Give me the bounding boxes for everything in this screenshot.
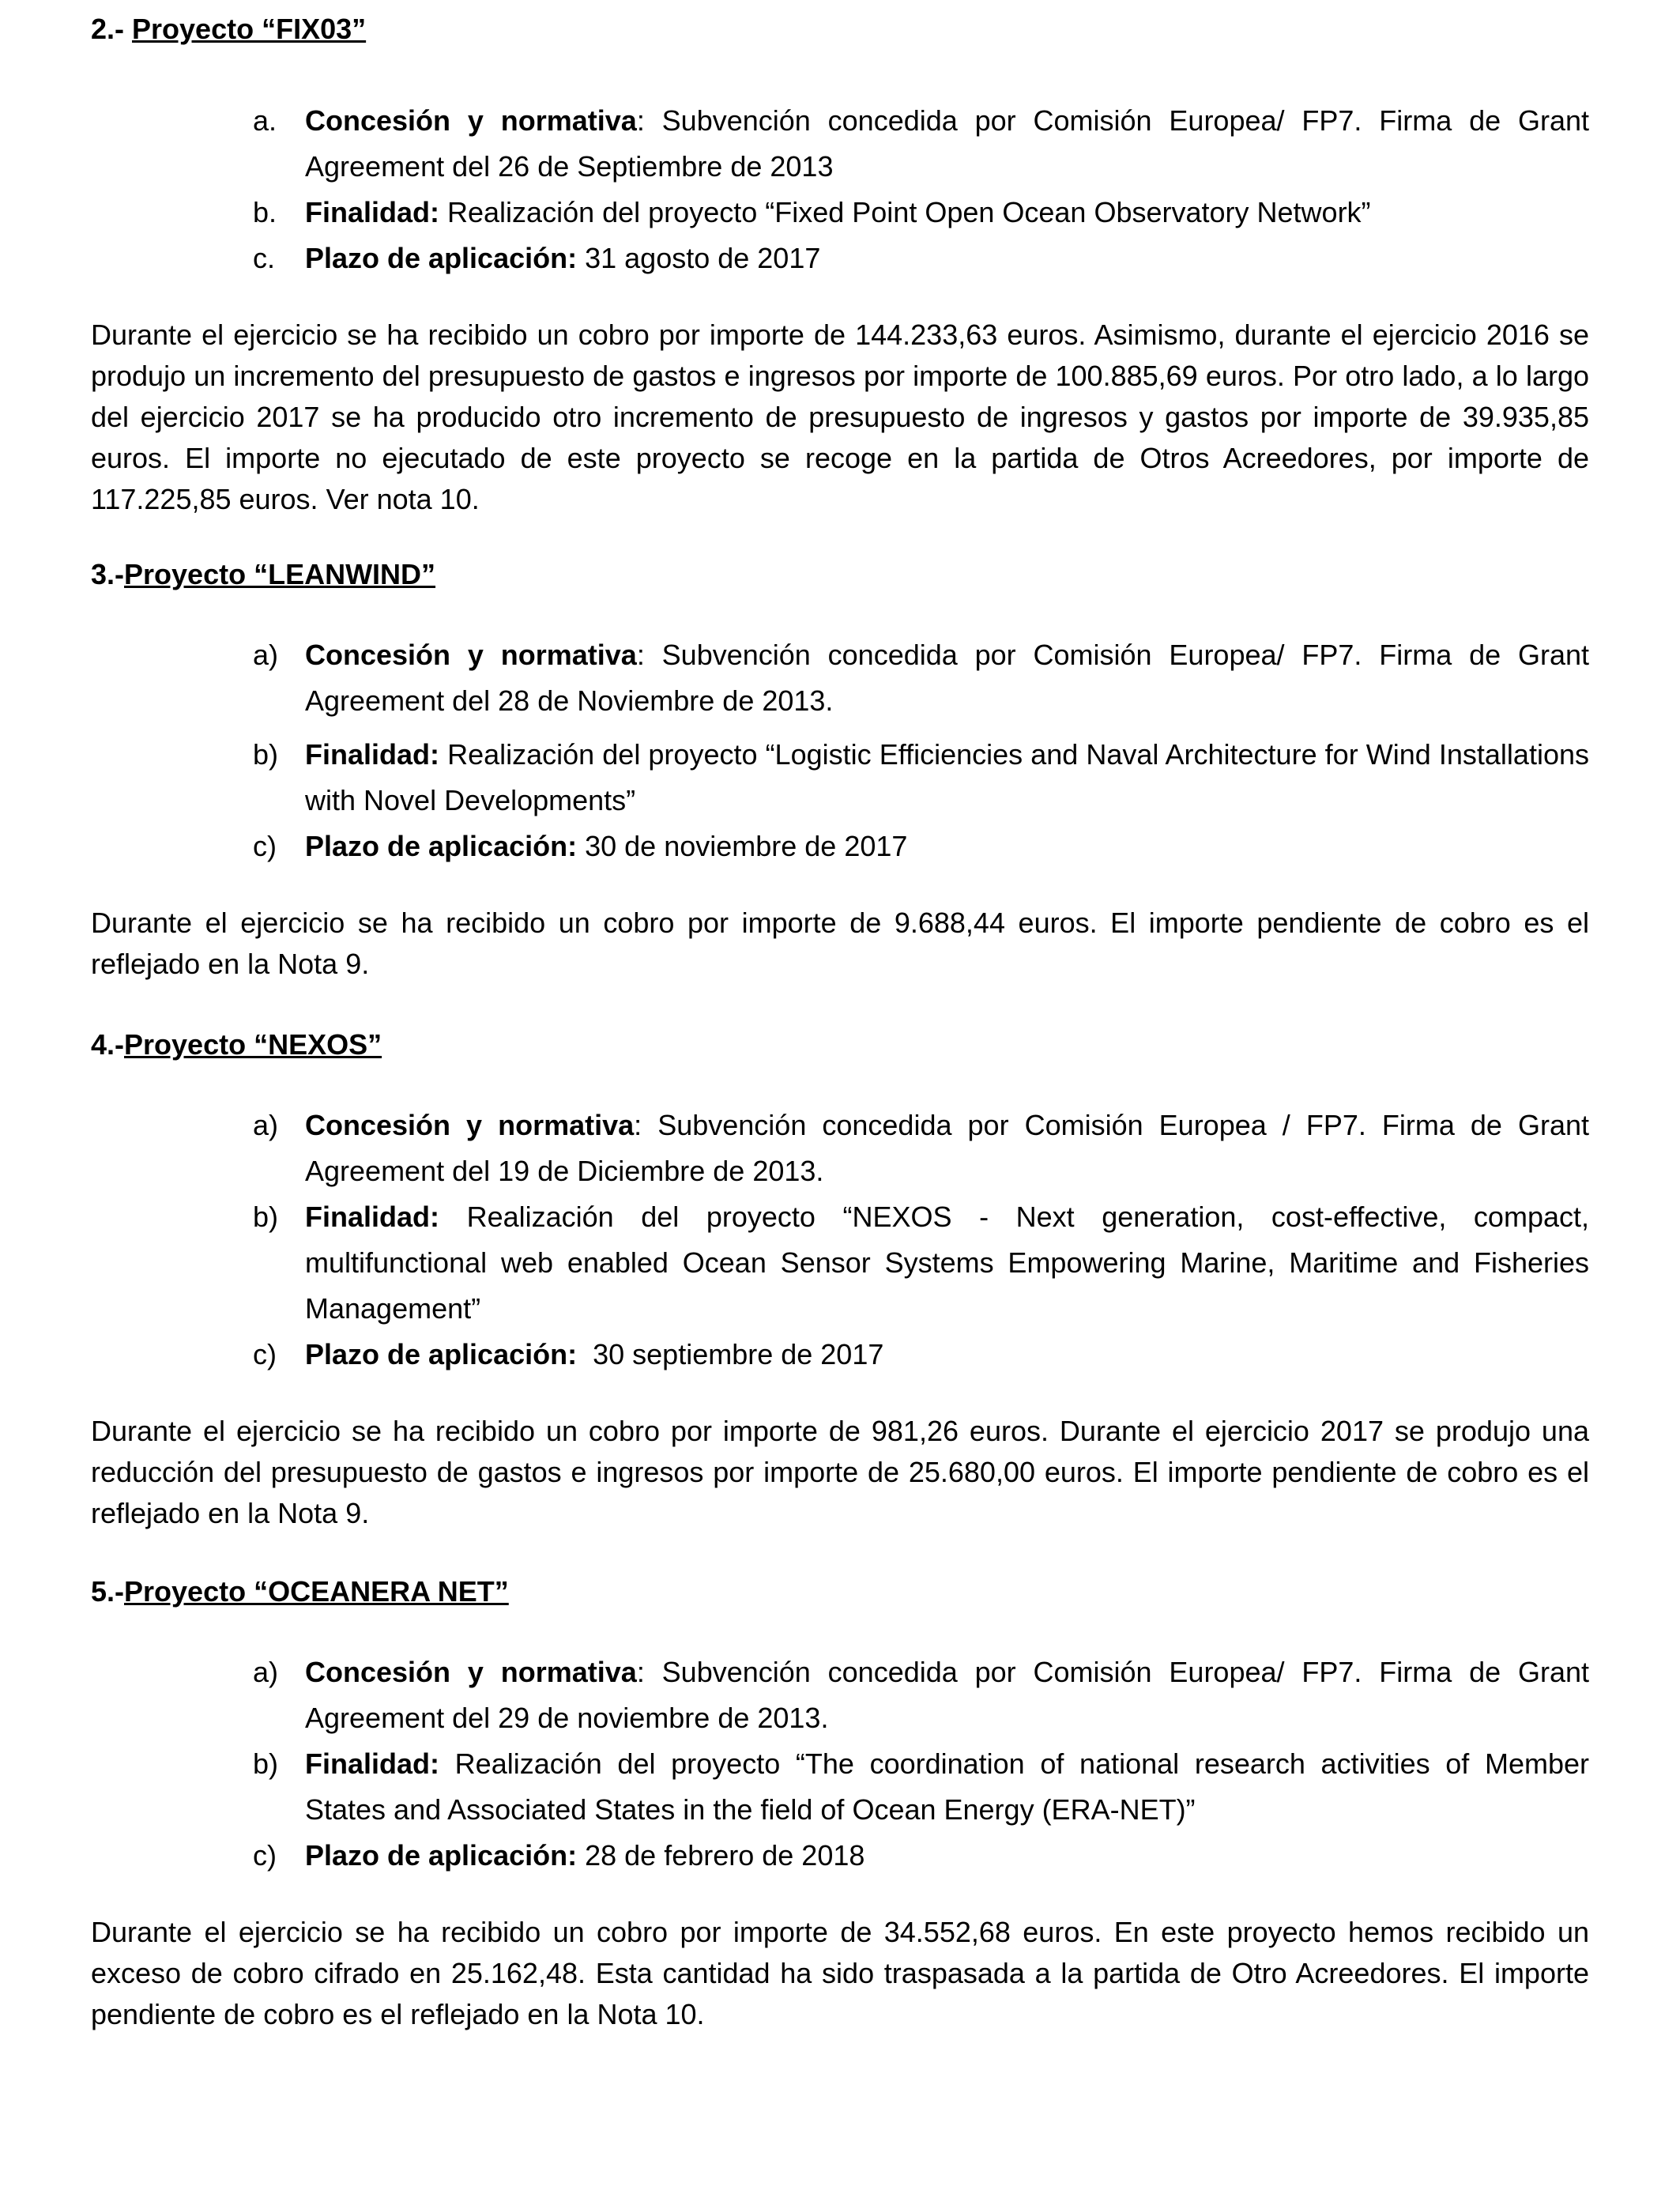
item-label: Concesión y normativa (305, 639, 637, 671)
list-item (91, 1649, 1589, 1741)
item-separator: : (636, 639, 662, 671)
section-items (91, 1649, 1589, 1879)
section-nexos (91, 1023, 1589, 1534)
item-separator (439, 196, 447, 228)
list-marker: c. (253, 242, 276, 274)
item-text: Subvención concedida por Comisión Europea/ FP7. Firma de Grant Agreement del 28 de Noviembre de 2013. (305, 639, 1590, 717)
item-label: Plazo de aplicación: (305, 1338, 578, 1370)
list-item (91, 190, 1589, 236)
section-title: Proyecto “NEXOS” (124, 1028, 382, 1061)
section-heading (91, 1570, 1589, 1613)
item-separator: : (636, 1656, 662, 1688)
list-marker: c) (253, 1338, 277, 1370)
item-text: Realización del proyecto “Fixed Point Open Ocean Observatory Network” (447, 196, 1371, 228)
item-label: Concesión y normativa (305, 1109, 635, 1141)
list-item (91, 1103, 1589, 1194)
list-marker: a) (253, 1656, 279, 1688)
list-marker: c) (253, 1839, 277, 1872)
section-title: Proyecto “LEANWIND” (124, 558, 436, 590)
section-number: 2.- (91, 13, 133, 45)
section-items (91, 98, 1589, 281)
list-item (91, 1194, 1589, 1332)
item-text: 28 de febrero de 2018 (585, 1839, 865, 1872)
list-marker: b. (253, 196, 277, 228)
list-item (91, 1332, 1589, 1378)
list-marker: a. (253, 104, 277, 137)
section-paragraph: Durante el ejercicio se ha recibido un cobro por importe de 981,26 euros. Durante el ejercicio 2017 se produjo una reducción del presupuesto de gastos e ingresos por importe de 25.680,00 euros. El importe pendiente de cobro es el reflejado en la Nota 9. (91, 1415, 1589, 1529)
list-item (91, 632, 1589, 724)
item-separator (577, 1338, 593, 1370)
list-marker: b) (253, 1747, 279, 1780)
section-heading (91, 553, 1589, 596)
section-items (91, 1103, 1589, 1378)
section-number: 5.- (91, 1575, 125, 1608)
section-paragraph: Durante el ejercicio se ha recibido un cobro por importe de 34.552,68 euros. En este proyecto hemos recibido un exceso de cobro cifrado en 25.162,48. Esta cantidad ha sido traspasada a la partida de Otro Acreedores. El importe pendiente de cobro es el reflejado en la Nota 10. (91, 1916, 1589, 2030)
item-text: Realización del proyecto “NEXOS - Next generation, cost-effective, compact, multifunctional web enabled Ocean Sensor Systems Empowering Marine, Maritime and Fisheries Management” (305, 1201, 1589, 1325)
item-text: Realización del proyecto “Logistic Efficiencies and Naval Architecture for Wind Installations with Novel Developments” (305, 738, 1589, 816)
list-marker: a) (253, 1109, 279, 1141)
section-number: 3.- (91, 558, 125, 590)
section-title: Proyecto “OCEANERA NET” (124, 1575, 509, 1608)
item-label: Plazo de aplicación: (305, 1839, 578, 1872)
section-fix03 (91, 8, 1589, 520)
section-leanwind (91, 553, 1589, 985)
section-paragraph: Durante el ejercicio se ha recibido un cobro por importe de 144.233,63 euros. Asimismo, durante el ejercicio 2016 se produjo un incremento del presupuesto de gastos e ingresos por importe de 100.885,69 euros. Por otro lado, a lo largo del ejercicio 2017 se ha producido otro incremento de presupuesto de ingresos y gastos por importe de 39.935,85 euros. El importe no ejecutado de este proyecto se recoge en la partida de Otros Acreedores, por importe de 117.225,85 euros. Ver nota 10. (91, 319, 1589, 515)
section-heading (91, 1023, 1589, 1066)
item-label: Plazo de aplicación: (305, 242, 578, 274)
section-oceanera-net (91, 1570, 1589, 2035)
list-item (91, 824, 1589, 869)
item-label: Finalidad: (305, 738, 439, 771)
item-text: 30 de noviembre de 2017 (585, 830, 908, 862)
section-items (91, 632, 1589, 869)
list-marker: b) (253, 1201, 279, 1233)
list-item (91, 1741, 1589, 1833)
item-text: 30 septiembre de 2017 (593, 1338, 884, 1370)
item-separator: : (636, 104, 662, 137)
list-item (91, 236, 1589, 281)
item-separator (577, 1839, 585, 1872)
list-item (91, 98, 1589, 190)
item-label: Finalidad: (305, 1747, 439, 1780)
section-number: 4.- (91, 1028, 125, 1061)
list-marker: c) (253, 830, 277, 862)
item-separator (439, 1747, 455, 1780)
list-item (91, 1833, 1589, 1879)
item-text: Realización del proyecto “The coordination of national research activities of Member States and Associated States in the field of Ocean Energy (ERA-NET)” (305, 1747, 1589, 1826)
item-label: Finalidad: (305, 196, 439, 228)
item-text: Subvención concedida por Comisión Europea / FP7. Firma de Grant Agreement del 19 de Diciembre de 2013. (305, 1109, 1589, 1187)
item-text: Subvención concedida por Comisión Europea/ FP7. Firma de Grant Agreement del 26 de Septiembre de 2013 (305, 104, 1590, 183)
item-label: Concesión y normativa (305, 104, 637, 137)
item-separator: : (634, 1109, 658, 1141)
section-title: Proyecto “FIX03” (132, 13, 367, 45)
item-separator (439, 1201, 467, 1233)
list-item (91, 732, 1589, 824)
item-separator (439, 738, 447, 771)
item-separator (577, 242, 585, 274)
section-paragraph: Durante el ejercicio se ha recibido un cobro por importe de 9.688,44 euros. El importe pendiente de cobro es el reflejado en la Nota 9. (91, 907, 1589, 980)
item-separator (577, 830, 585, 862)
section-heading (91, 8, 1589, 51)
item-text: 31 agosto de 2017 (585, 242, 821, 274)
item-label: Plazo de aplicación: (305, 830, 578, 862)
list-marker: a) (253, 639, 279, 671)
item-label: Finalidad: (305, 1201, 439, 1233)
list-marker: b) (253, 738, 279, 771)
item-label: Concesión y normativa (305, 1656, 637, 1688)
item-text: Subvención concedida por Comisión Europea/ FP7. Firma de Grant Agreement del 29 de noviembre de 2013. (305, 1656, 1590, 1734)
